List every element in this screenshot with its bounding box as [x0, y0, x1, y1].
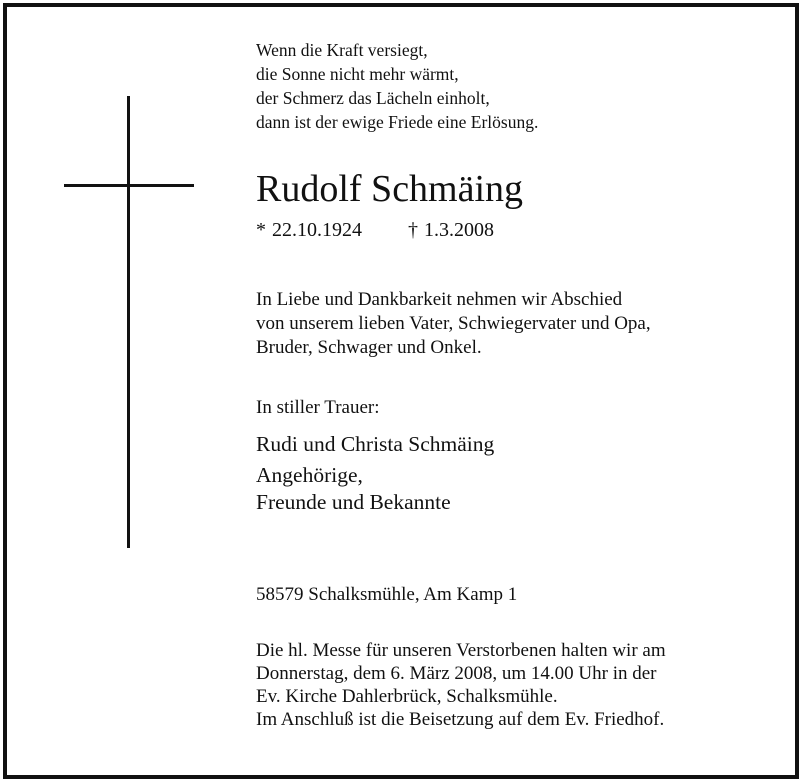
relatives-line: Freunde und Bekannte	[256, 490, 451, 514]
poem-line: die Sonne nicht mehr wärmt,	[256, 64, 459, 84]
death-date: † 1.3.2008	[408, 219, 494, 241]
funeral-service-info	[256, 639, 666, 731]
service-line: Die hl. Messe für unseren Verstorbenen halten wir am	[256, 640, 666, 661]
message-line: Bruder, Schwager und Onkel.	[256, 337, 482, 358]
service-line: Donnerstag, dem 6. März 2008, um 14.00 Uhr in der	[256, 663, 657, 684]
poem-line: der Schmerz das Lächeln einholt,	[256, 88, 490, 108]
service-line: Ev. Kirche Dahlerbrück, Schalksmühle.	[256, 686, 558, 707]
mourner-relatives	[256, 462, 451, 516]
cross-icon-vertical	[127, 96, 130, 548]
mourning-intro: In stiller Trauer:	[256, 397, 380, 418]
message-line: In Liebe und Dankbarkeit nehmen wir Abschied	[256, 289, 623, 310]
poem-line: Wenn die Kraft versiegt,	[256, 40, 428, 60]
relatives-line: Angehörige,	[256, 463, 363, 487]
farewell-message	[256, 288, 651, 360]
deceased-name: Rudolf Schmäing	[256, 168, 524, 210]
family-address: 58579 Schalksmühle, Am Kamp 1	[256, 584, 518, 605]
poem-line: dann ist der ewige Friede eine Erlösung.	[256, 112, 539, 132]
cross-icon-horizontal	[64, 184, 194, 187]
life-dates	[256, 217, 494, 243]
message-line: von unserem lieben Vater, Schwiegervater und Opa,	[256, 313, 651, 334]
mourner-family: Rudi und Christa Schmäing	[256, 432, 495, 456]
birth-date: * 22.10.1924	[256, 219, 362, 241]
memorial-poem	[256, 38, 538, 134]
service-line: Im Anschluß ist die Beisetzung auf dem Ev. Friedhof.	[256, 709, 665, 730]
